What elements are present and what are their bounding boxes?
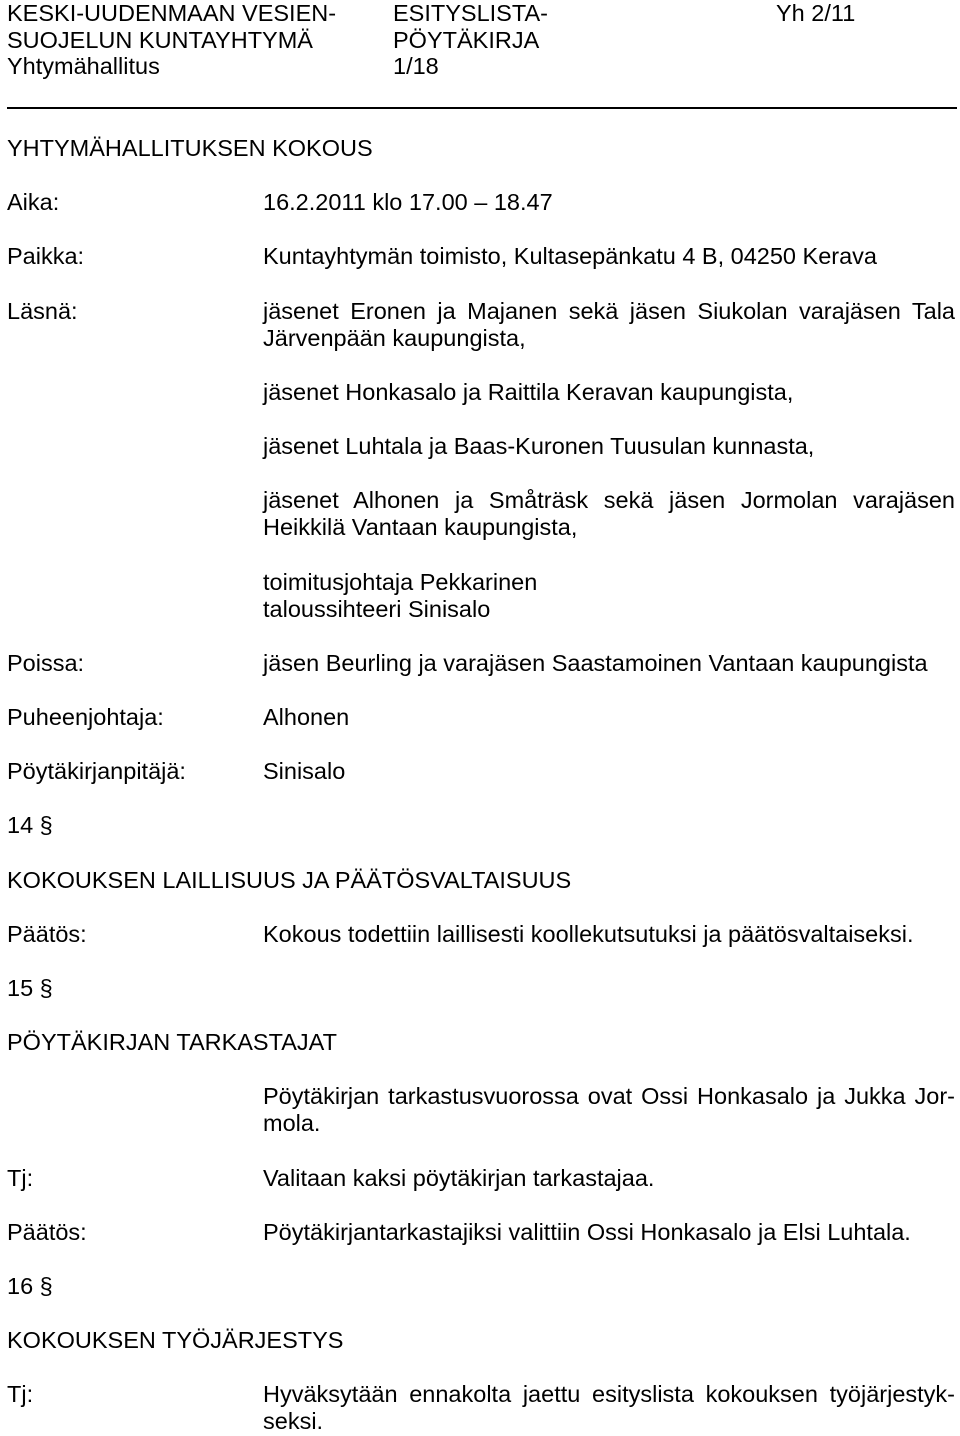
decision-row	[7, 921, 955, 948]
attendee-line: jäsenet Honkasalo ja Raittila Keravan kaupungista,	[263, 378, 794, 405]
meeting-time-value-block	[263, 189, 955, 216]
proposal-line: Hyväksytään ennakolta jaettu esityslista kokouksen työjärjestyk-	[263, 1381, 955, 1408]
meeting-title: YHTYMÄHALLITUKSEN KOKOUS	[7, 135, 373, 161]
proposal-label: Tj:	[7, 1164, 34, 1191]
empty-label	[7, 1083, 263, 1110]
section-title: KOKOUKSEN LAILLISUUS JA PÄÄTÖSVALTAISUUS	[7, 866, 572, 893]
header-divider	[7, 107, 957, 109]
proposal-line: Valitaan kaksi pöytäkirjan tarkastajaa.	[263, 1164, 655, 1191]
secretary-row	[7, 758, 955, 785]
meeting-time-label: Aika:	[7, 189, 60, 216]
secretary-label: Pöytäkirjanpitäjä:	[7, 758, 186, 785]
chair-label: Puheenjohtaja:	[7, 703, 164, 730]
attendee-group	[263, 298, 955, 352]
proposal-text	[263, 1165, 955, 1192]
document-type-line-2: PÖYTÄKIRJA	[393, 26, 540, 53]
chair-row	[7, 704, 955, 731]
attendee-line: Heikkilä Vantaan kaupungista,	[263, 514, 578, 541]
meeting-place-value-block	[263, 243, 955, 270]
absent-row	[7, 650, 955, 677]
meeting-place-value: Kuntayhtymän toimisto, Kultasepänkatu 4 B, 04250 Kerava	[263, 243, 877, 270]
attendee-group	[263, 433, 955, 460]
secretary-value-block	[263, 758, 955, 785]
document-type-block	[393, 0, 548, 80]
attendee-group	[263, 487, 955, 541]
meeting-number-block	[776, 0, 855, 27]
proposal-text	[263, 1381, 955, 1435]
chair-value-block	[263, 704, 955, 731]
proposal-row	[7, 1165, 955, 1192]
proposal-row	[7, 1381, 955, 1435]
attendee-line: jäsenet Eronen ja Majanen sekä jäsen Siukolan varajäsen Tala	[263, 297, 955, 324]
section-title: KOKOUKSEN TYÖJÄRJESTYS	[7, 1327, 344, 1354]
decision-text	[263, 1219, 955, 1246]
absent-value: jäsen Beurling ja varajäsen Saastamoinen Vantaan kaupungista	[263, 649, 928, 676]
attendee-group	[263, 379, 955, 406]
attendee-group	[263, 569, 955, 623]
description-line: mola.	[263, 1110, 321, 1137]
proposal-line: seksi.	[263, 1408, 324, 1435]
section-number: 15 §	[7, 974, 53, 1001]
organization-name-line-2: SUOJELUN KUNTAYHTYMÄ	[7, 26, 313, 53]
meeting-time-value: 16.2.2011 klo 17.00 – 18.47	[263, 189, 553, 216]
description-row	[7, 1083, 955, 1137]
attendee-line: jäsenet Luhtala ja Baas-Kuronen Tuusulan kunnasta,	[263, 433, 815, 460]
absent-label: Poissa:	[7, 649, 85, 676]
attendees-label: Läsnä:	[7, 297, 78, 324]
decision-row	[7, 1219, 955, 1246]
description-text	[263, 1083, 955, 1137]
decision-label: Päätös:	[7, 920, 87, 947]
absent-value-block	[263, 650, 955, 677]
meeting-number: Yh 2/11	[776, 0, 856, 26]
section-title: PÖYTÄKIRJAN TARKASTAJAT	[7, 1029, 337, 1056]
attendee-line: taloussihteeri Sinisalo	[263, 595, 491, 622]
secretary-value: Sinisalo	[263, 758, 346, 785]
attendees-list	[263, 298, 955, 623]
page-number: 1/18	[393, 53, 439, 80]
attendee-line: Järvenpään kaupungista,	[263, 324, 526, 351]
description-line: Pöytäkirjan tarkastusvuorossa ovat Ossi Honkasalo ja Jukka Jor-	[263, 1083, 955, 1110]
minutes-body	[7, 135, 955, 1436]
decision-line: Kokous todettiin laillisesti koollekutsutuksi ja päätösvaltaiseksi.	[263, 920, 914, 947]
document-type-line-1: ESITYSLISTA-	[393, 0, 548, 26]
attendee-line: jäsenet Alhonen ja Småträsk sekä jäsen Jormolan varajäsen	[263, 487, 955, 514]
decision-label: Päätös:	[7, 1218, 87, 1245]
decision-line: Pöytäkirjantarkastajiksi valittiin Ossi Honkasalo ja Elsi Luhtala.	[263, 1218, 911, 1245]
attendee-line: toimitusjohtaja Pekkarinen	[263, 568, 538, 595]
organization-name-line-1: KESKI-UUDENMAAN VESIEN-	[7, 0, 337, 26]
meeting-time-row	[7, 189, 955, 216]
organization-body: Yhtymähallitus	[7, 53, 160, 80]
section-number: 16 §	[7, 1272, 53, 1299]
meeting-place-label: Paikka:	[7, 243, 85, 270]
attendees-row	[7, 298, 955, 623]
meeting-place-row	[7, 243, 955, 270]
proposal-label: Tj:	[7, 1381, 34, 1408]
organization-block	[7, 0, 336, 80]
chair-value: Alhonen	[263, 703, 350, 730]
decision-text	[263, 921, 955, 948]
section-number: 14 §	[7, 812, 53, 839]
document-header	[0, 0, 960, 100]
